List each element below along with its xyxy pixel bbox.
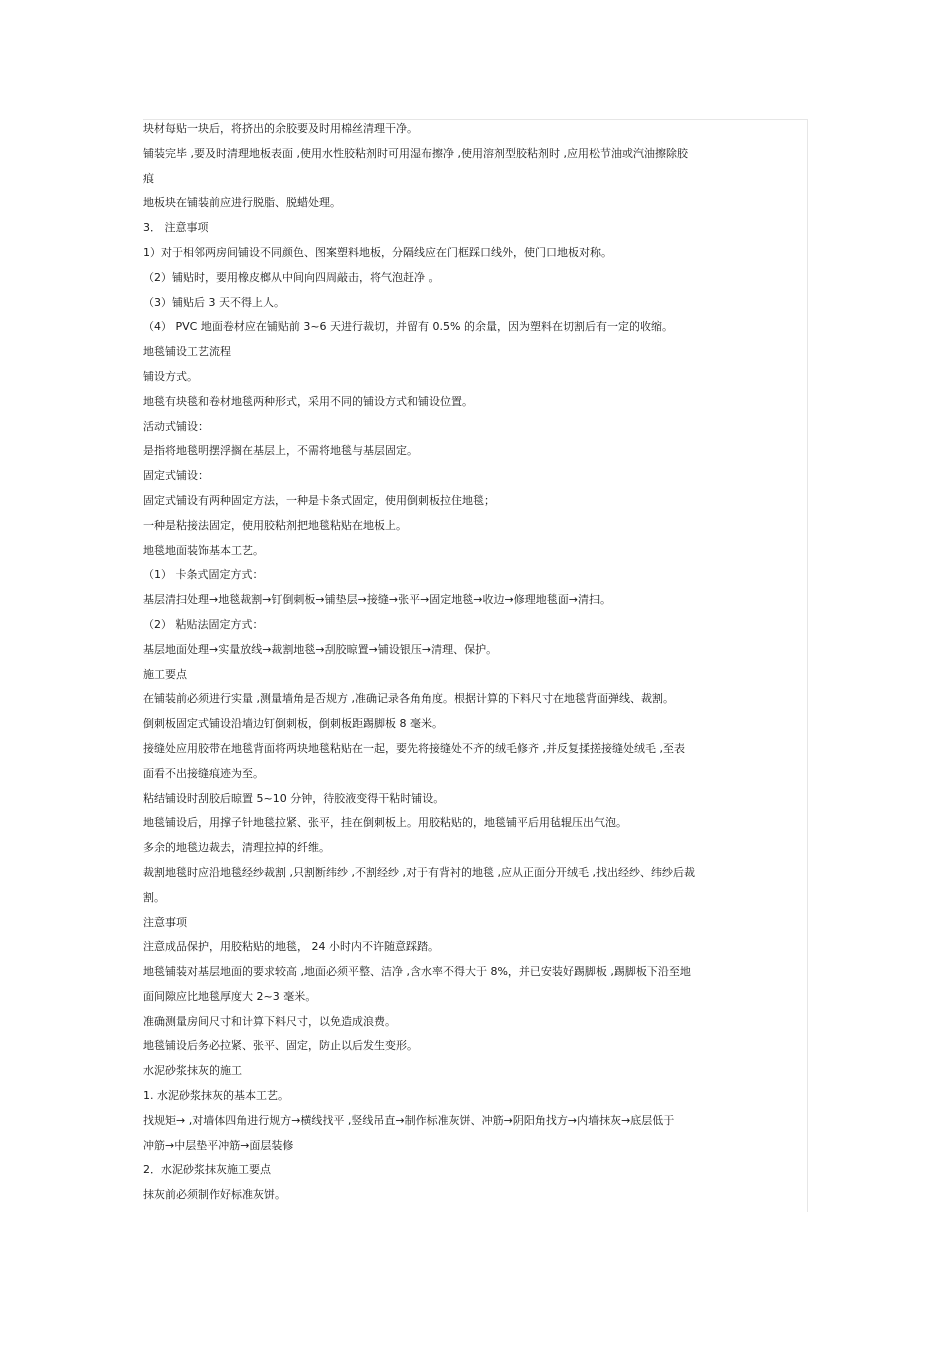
text-line: （2） 粘贴法固定方式：: [143, 617, 264, 631]
text-line: 基层清扫处理→地毯裁割→钉倒刺板→铺垫层→接缝→张平→固定地毯→收边→修理地毯面→清扫。: [143, 593, 611, 607]
text-line: 在铺装前必须进行实量 ,测量墙角是否规方 ,准确记录各角角度。根据计算的下料尺寸在地毯背面弹线、裁割。: [143, 692, 674, 706]
document-body: [143, 117, 807, 1208]
text-line: 铺设方式。: [143, 369, 198, 383]
text-line: （3）铺贴后 3 天不得上人。: [143, 295, 285, 309]
text-line: 1. 水泥砂浆抹灰的基本工艺。: [143, 1089, 289, 1103]
text-line: 一种是粘接法固定，使用胶粘剂把地毯粘贴在地板上。: [143, 518, 407, 532]
text-line: 找规矩→ ,对墙体四角进行规方→横线找平 ,竖线吊直→制作标准灰饼、冲筋→阴阳角找方→内墙抹灰→底层低于: [143, 1113, 675, 1127]
text-line: 活动式铺设：: [143, 419, 209, 433]
text-line: 倒刺板固定式铺设沿墙边钉倒刺板，倒刺板距踢脚板 8 毫米。: [143, 717, 443, 731]
text-line: 块材每贴一块后，将挤出的余胶要及时用棉丝清理干净。: [143, 122, 418, 135]
text-line: 基层地面处理→实量放线→裁割地毯→刮胶晾置→铺设银压→清理、保护。: [143, 642, 498, 656]
section-heading: 注意事项: [143, 915, 187, 929]
text-line: 地毯铺设后，用撑子针地毯拉紧、张平，挂在倒刺板上。用胶粘贴的，地毯铺平后用毡辊压出气泡。: [143, 816, 627, 830]
text-line: 地毯地面装饰基本工艺。: [143, 543, 264, 557]
text-line: 2．水泥砂浆抹灰施工要点: [143, 1163, 271, 1177]
text-line: （1） 卡条式固定方式：: [143, 568, 264, 582]
text-line: 割。: [143, 890, 165, 904]
text-line: （2）铺贴时，要用橡皮榔从中间向四周敲击，将气泡赶净 。: [143, 270, 440, 284]
text-line: （4） PVC 地面卷材应在铺贴前 3~6 天进行裁切，并留有 0.5% 的余量，因为塑料在切割后有一定的收缩。: [143, 320, 673, 334]
text-line: 地毯铺装对基层地面的要求较高 ,地面必须平整、洁净 ,含水率不得大于 8%，并已安装好踢脚板 ,踢脚板下沿至地: [143, 965, 691, 979]
text-line: 铺装完毕 ,要及时清理地板表面 ,使用水性胶粘剂时可用湿布擦净 ,使用溶剂型胶粘剂时 ,应用松节油或汽油擦除胶: [143, 146, 688, 160]
text-line: 地毯有块毯和卷材地毯两种形式，采用不同的铺设方式和铺设位置。: [143, 394, 473, 408]
text-line: 准确测量房间尺寸和计算下料尺寸，以免造成浪费。: [143, 1014, 396, 1028]
text-line: 粘结铺设时刮胶后晾置 5~10 分钟，待胶液变得干粘时铺设。: [143, 791, 445, 805]
text-line: 多余的地毯边裁去，清理拉掉的纤维。: [143, 841, 330, 855]
text-line: 固定式铺设：: [143, 469, 209, 483]
text-line: 面看不出接缝痕迹为至。: [143, 766, 264, 780]
section-heading: 3． 注意事项: [143, 221, 209, 235]
text-line: 注意成品保护，用胶粘贴的地毯， 24 小时内不许随意踩踏。: [143, 940, 439, 954]
text-line: 地板块在铺装前应进行脱脂、脱蜡处理。: [143, 196, 341, 210]
text-line: 裁割地毯时应沿地毯经纱裁割 ,只割断纬纱 ,不割经纱 ,对于有背衬的地毯 ,应从正面分开绒毛 ,找出经纱、纬纱后裁: [143, 865, 695, 879]
text-line: 痕: [143, 171, 154, 185]
text-line: 冲筋→中层垫平冲筋→面层装修: [143, 1138, 294, 1152]
text-line: 面间隙应比地毯厚度大 2~3 毫米。: [143, 989, 317, 1003]
section-heading: 地毯铺设工艺流程: [143, 345, 231, 359]
text-line: 地毯铺设后务必拉紧、张平、固定，防止以后发生变形。: [143, 1039, 418, 1053]
text-line: 是指将地毯明摆浮搁在基层上，不需将地毯与基层固定。: [143, 444, 418, 458]
text-line: 1）对于相邻两房间铺设不同颜色、图案塑料地板，分隔线应在门框踩口线外，使门口地板对称。: [143, 245, 612, 259]
text-line: 接缝处应用胶带在地毯背面将两块地毯粘贴在一起，要先将接缝处不齐的绒毛修齐 ,并反复揉搓接缝处绒毛 ,至表: [143, 741, 685, 755]
section-heading: 水泥砂浆抹灰的施工: [143, 1064, 242, 1078]
text-line: 固定式铺设有两种固定方法，一种是卡条式固定，使用倒刺板拉住地毯；: [143, 493, 495, 507]
text-line: 抹灰前必须制作好标准灰饼。: [143, 1188, 286, 1202]
section-heading: 施工要点: [143, 667, 187, 681]
